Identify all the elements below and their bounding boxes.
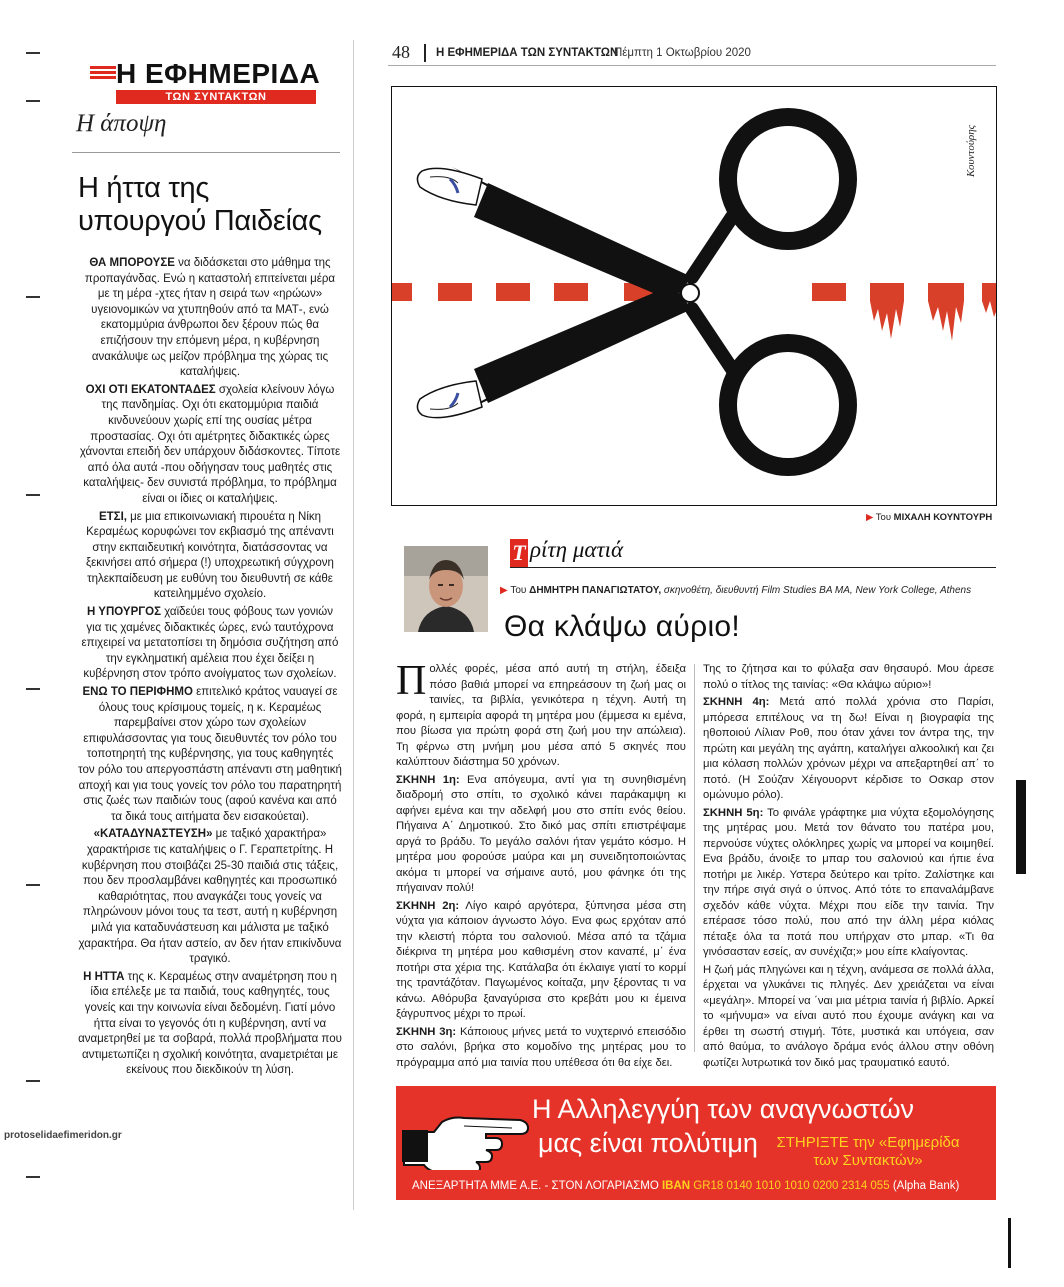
article-paragraph: Η ζωή μάς πληγώνει και η τέχνη, ανάμεσα σε πολλά άλλα, έρχεται να γλυκάνει τις πληγές. Δεν χρειάζεται να είναι «μεγάλη». Μπορεί να ΄ναι μια μέτρια ταινία ή βιβλίο. Αρκεί το «μήνυμα» να είναι αυτό που έχουμε ανάγκη και να έρθει τη σωστή στιγμή. Τότε, μυστικά και υπόγεια, σαν από θαύμα, το ανάλογο δράμα ενός άλλου στην οθόνη φωτίζει λυτρωτικά τον δικό μας τραυματικό εαυτό.	[703, 963, 994, 1069]
article-column-1	[396, 658, 687, 1073]
ad-title: Η Αλληλεγγύη των αναγνωστών	[532, 1094, 915, 1124]
ad-call-to-action: ΣΤΗΡΙΞΤΕ την «Εφημερίδα των Συντακτών»	[776, 1134, 960, 1169]
opinion-title: Η ήττα της υπουργού Παιδείας	[78, 172, 322, 237]
scan-edge-bar	[1016, 780, 1026, 874]
header-divider	[424, 44, 426, 62]
article-paragraph: ΣΚΗΝΗ 3η: Κάποιους μήνες μετά το νυχτερινό επεισόδιο στο σαλόνι, βρήκα στο κομοδίνο της μητέρας μου το πρόγραμμα από μια ταινία που υπέθεσα ότι θα είχε δει.	[396, 1025, 687, 1069]
article-paragraph: ΣΚΗΝΗ 5η: Το φινάλε γράφτηκε μια νύχτα εξομολόγησης της μητέρας μου. Μετά τον θάνατο του πατέρα μου, περνούσε νύχτες ολόκληρες χωρίς να μπορεί να κοιμηθεί. Ενα βράδυ, άνοιξε το μπαρ του σαλονιού και ήπιε ένα ποτήρι με λικέρ. Υστερα δεύτερο και τρίτο. Ζαλίστηκε και την πήρε σιγά σιγά ο ύπνος. Από τότε το επαναλάμβανε σχεδόν κάθε νύχτα. Μέχρι που είδε την ταινία. Την επέρασε τόσο πολύ, που από την άλλη μέρα κιόλας πέταξε όλα τα ποτά που υπήρχαν στο μπαρ. «Τι θα γινόσασταν εσείς, αν συνέχιζα;» μου είπε κλαίγοντας.	[703, 806, 995, 958]
editorial-cartoon	[391, 86, 997, 506]
author-photo	[404, 546, 488, 632]
edge-mark	[26, 688, 40, 690]
divider	[72, 152, 340, 153]
opinion-body	[78, 256, 342, 1081]
opinion-paragraph: Η ΗΤΤΑ της κ. Κεραμέως στην αναμέτρηση που η ίδια επέλεξε με τα παιδιά, τους καθηγητές, τους γονείς και την κοινωνία είναι δεδομένη. Γιατί μόνο ήττα είναι το γεγονός ότι η κυβέρνηση, αντί να αναμετρηθεί με τα σοβαρά, πολλά προβλήματα που αντιμετωπίζει η σχολική κοινότητα, αναμετριέται με εκείνους που διεκδικούν τη λύση.	[78, 970, 342, 1077]
opinion-paragraph: ΘΑ ΜΠΟΡΟΥΣΕ να διδάσκεται στο μάθημα της προπαγάνδας. Ενώ η καταστολή επιτείνεται μέρα με τη μέρα -χτες ήταν η σειρά των «ηρώων» υγειονομικών να χτυπηθούν από τα ΜΑΤ-, ενώ εκατομμύρια άνθρωποι δεν ξέρουν πώς θα επιζήσουν την επόμενη μέρα, η κυβέρνηση ανακάλυψε ως μείζον πρόβλημα της χώρας τις καταλήψεις.	[84, 257, 336, 379]
opinion-paragraph: ΕΝΩ ΤΟ ΠΕΡΙΦΗΜΟ επιτελικό κράτος ναυαγεί σε όλους τους κρίσιμους τομείς, η κ. Κεραμέως παρεμβαίνει στον χώρο των σχολείων επιφυλάσσοντας για τους διευθυντές τον ρόλο του τοποτηρητή της κυβέρνησης, για τους καθηγητές τον ρόλο του απεργοσπάστη απέναντι στη μαθητική αποχή και για τους γονείς τον ρόλο του παρατηρητή στις ζωές των παιδιών τους (αφού κανένα και από τα δικά τους αιτήματα δεν εισακούεται).	[78, 686, 342, 823]
header-date: Πέμπτη 1 Οκτωβρίου 2020	[614, 47, 751, 59]
edge-mark	[26, 884, 40, 886]
article-paragraph: ΣΚΗΝΗ 4η: Μετά από πολλά χρόνια στο Παρίσι, μπόρεσα επιτέλους να τη δω! Είναι η βιογραφία της ηθοποιού Λίλιαν Ροθ, που όταν χάνει τον άντρα της, την πρώτη και μεγάλη της αγάπη, καταλήγει αλκοολική και ζει μια κόλαση πολλών χρόνων μέχρι να απεξαρτηθεί απ΄ το ποτό. (Η Σούζαν Χέιγουορντ κέρδισε το Οσκαρ στον ομώνυμο ρόλο).	[703, 696, 995, 801]
logo-sub-text: ΤΩΝ ΣΥΝΤΑΚΤΩΝ	[116, 90, 316, 104]
edge-mark	[26, 494, 40, 496]
ad-subtitle: μας είναι πολύτιμη	[538, 1128, 758, 1158]
triangle-icon: ▶	[500, 585, 508, 596]
scan-edge-bar	[1008, 1218, 1011, 1268]
opinion-paragraph: «ΚΑΤΑΔΥΝΑΣΤΕΥΣΗ» με ταξικό χαρακτήρα» χαρακτήρισε τις καταλήψεις ο Γ. Γεραπετρίτης. Η κυβέρνηση που στοιβάζει 25-30 παιδιά στις τάξεις, που δεν προσλαμβάνει καθηγητές και προσωπικό καθαριότητας, που αναγκάζει τους γονείς να πληρώνουν μόνοι τους τα τεστ, αυτή η κυβέρνηση μιλά για καταδυνάστευση και μάλιστα με ταξικό χαρακτήρα. Θα ήταν αστείο, αν δεν ήταν επικίνδυνα τραγικό.	[78, 828, 342, 966]
scissors-cartoon-icon	[392, 87, 997, 506]
pointing-hand-icon	[402, 1102, 530, 1170]
edge-mark	[26, 296, 40, 298]
article-paragraph: ΣΚΗΝΗ 1η: Ενα απόγευμα, αντί για τη συνηθισμένη διαδρομή στο σπίτι, το σχολικό κάνει παράκαμψη κι αφήνει εμένα και την αδελφή μου στο σπίτι ενός θείου. Πήγαινα Α΄ Δημοτικού. Στο δικό μας σπίτι επιστρέψαμε αργά το βράδυ. Το μεγάλο σαλόνι ήταν γεμάτο κόσμο. Η μητέρα μου φορούσε μαύρα και μη συνειδητοποιώντας ακόμα τι μπορεί να σήμαινε αυτό, μου φάνηκε ότι της πήγαιναν πολύ!	[396, 773, 686, 894]
edge-mark	[26, 1176, 40, 1178]
ad-bank-info: ΑΝΕΞΑΡΤΗΤΑ ΜΜΕ Α.Ε. - ΣΤΟΝ ΛΟΓΑΡΙΑΣΜΟ IBAN GR18 0140 1010 1010 0200 2314 055 (Alpha Bank)	[412, 1180, 960, 1192]
page-number: 48	[392, 42, 410, 62]
solidarity-ad[interactable]	[396, 1086, 996, 1200]
cartoonist-signature: Κουντούρης	[965, 124, 977, 177]
article-paragraph: Της το ζήτησα και το φύλαξα σαν θησαυρό. Μου άρεσε πολύ ο τίτλος της ταινίας: «Θα κλάψω αύριο»!	[703, 663, 994, 691]
author-portrait-icon	[404, 546, 488, 632]
watermark: protoselidaefimeridon.gr	[4, 1130, 122, 1141]
article-byline: ▶ Του ΔΗΜΗΤΡΗ ΠΑΝΑΓΙΩΤΑΤΟΥ, σκηνοθέτη, διευθυντή Film Studies BA MA, New York College, Athens	[500, 585, 972, 596]
article-paragraph: Πολλές φορές, μέσα από αυτή τη στήλη, έδειξα πόσο βαθιά μπορεί να επηρεάσουν τη ζωή μας οι ταινίες, τα βιβλία, γενικότερα η τέχνη. Αυτή τη φορά, η εμπειρία αφορά τη μητέρα μου (έμμεσα κι εμένα, που βίωσα για πρώτη φορά στη ζωή μου την απώλεια). Τη φέρνω στη μνήμη μου μέσα από 5 σκηνές που καλύπτουν διάστημα 50 χρόνων.	[396, 658, 686, 768]
opinion-paragraph: ΕΤΣΙ, με μια επικοινωνιακή πιρουέτα η Νίκη Κεραμέως κορυφώνει τον εκβιασμό της απέναντι στην εκπαιδευτική κοινότητα, διατάσσοντας να ξεκινήσει από σήμερα (!) υποχρεωτική σύγχρονη τηλεκπαίδευση με ευθύνη του διευθυντή σε κάθε κατειλημμένο σχολείο.	[86, 510, 334, 601]
cartoon-credit: ▶ Του ΜΙΧΑΛΗ ΚΟΥΝΤΟΥΡΗ	[866, 512, 993, 523]
page-header	[388, 40, 996, 66]
article-column-2	[703, 662, 994, 1073]
article-paragraph: ΣΚΗΝΗ 2η: Λίγο καιρό αργότερα, ξύπνησα μέσα στη νύχτα για κάποιον άγνωστο λόγο. Ενα φως ερχόταν από την κλειστή πόρτα του σαλονιού. Μέσα από τα τζάμια διέκρινα τη μητέρα μου καθισμένη στον καναπέ, μ΄ ένα ποτήρι στα χέρια της. Κατάλαβα ότι έκλαιγε γιατί το κορμί της τραντάζόταν. Παγωμένος κοίταζα, μην ξέροντας τι να κάνω. Αθόρυβα ξαναγύρισα στο κρεβάτι μου κι έμεινα ξάγρυπνος μέχρι το πρωί.	[396, 899, 686, 1020]
logo-main-text: Η ΕΦΗΜΕΡΙΔΑ	[116, 58, 321, 89]
opinion-label: Η άποψη	[76, 110, 167, 137]
edge-mark	[26, 100, 40, 102]
opinion-paragraph: ΟΧΙ ΟΤΙ ΕΚΑΤΟΝΤΑΔΕΣ σχολεία κλείνουν λόγω της πανδημίας. Οχι ότι εκατομμύρια παιδιά κινδυνεύουν χωρίς επί της ουσίας μέτρα προστασίας. Οχι ότι αμέτρητες διδακτικές ώρες χάνονται επειδή δεν υπάρχουν διδάσκοντες. Τίποτε από όλα αυτά -που οδήγησαν τους μαθητές στις καταλήψεις- δεν συνιστά πρόβλημα, το πρόβλημα είναι οι ίδιες οι καταλήψεις.	[79, 383, 341, 505]
drop-cap: Π	[396, 658, 427, 704]
header-paper-name: Η ΕΦΗΜΕΡΙΔΑ ΤΩΝ ΣΥΝΤΑΚΤΩΝ	[436, 47, 619, 59]
logo-stripes-icon	[90, 66, 116, 84]
article-title: Θα κλάψω αύριο!	[504, 610, 741, 643]
section-title: ρίτη ματιά	[530, 537, 624, 562]
section-initial: Τ	[510, 539, 528, 567]
opinion-paragraph: Η ΥΠΟΥΡΓΟΣ χαϊδεύει τους φόβους των γονιών για τις χαμένες διδακτικές ώρες, ενώ ταυτόχρονα επιχειρεί να μετατοπίσει τη δημόσια συζήτηση από την εγκληματική αμέλεια που έχει δείξει η κυβέρνηση στον τρόπο ανοίγματος των σχολείων.	[81, 606, 339, 681]
scan-edge-marks	[0, 0, 50, 1287]
section-header	[510, 537, 996, 567]
column-divider	[694, 664, 695, 1052]
divider	[510, 567, 996, 568]
edge-mark	[26, 52, 40, 54]
triangle-icon: ▶	[866, 512, 874, 523]
edge-mark	[26, 1080, 40, 1082]
newspaper-logo	[90, 58, 320, 104]
